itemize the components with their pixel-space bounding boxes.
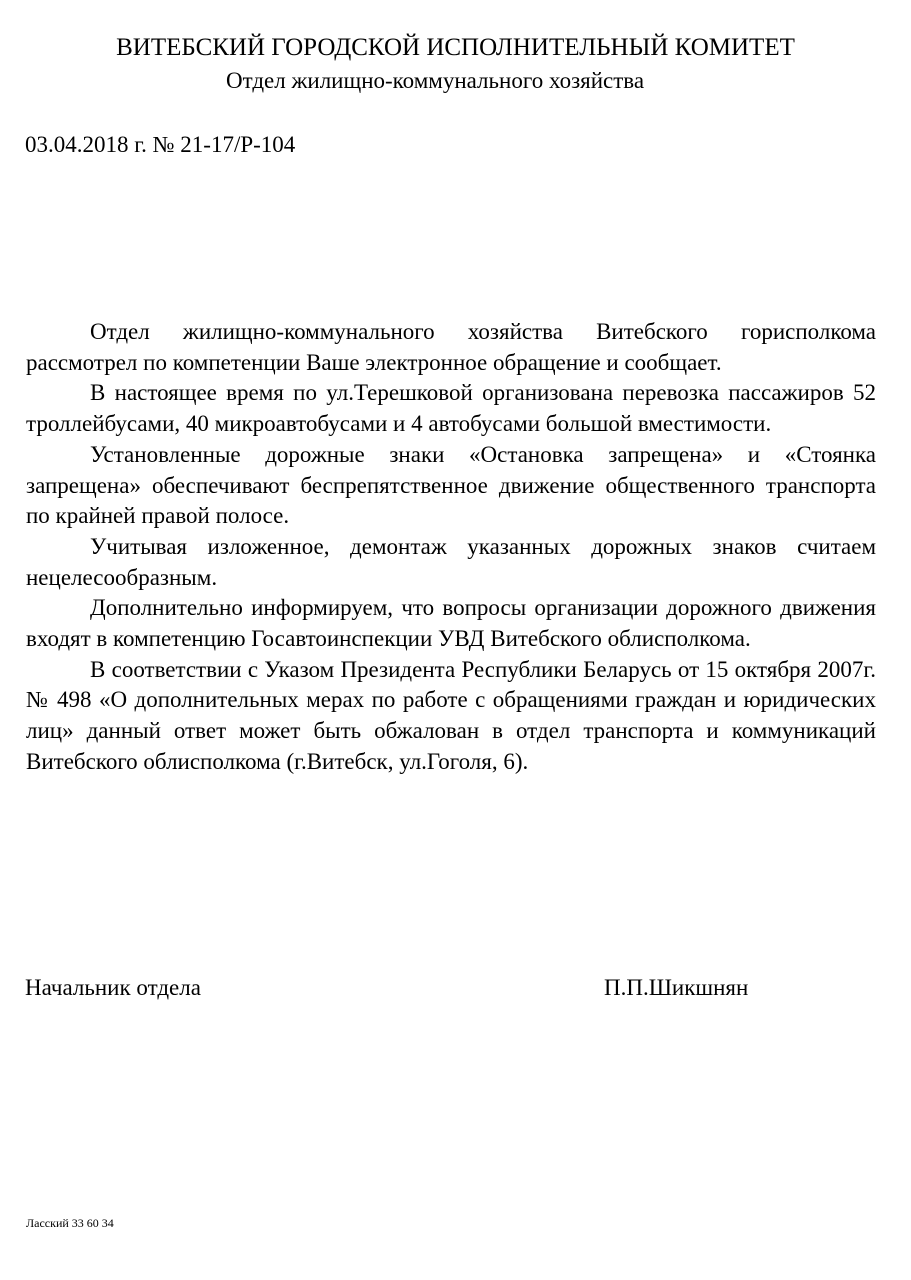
body-paragraph: Дополнительно информируем, что вопросы организации дорожного движения входят в компетенцию Госавтоинспекции УВД Витебского облисполкома. bbox=[26, 595, 876, 652]
body-paragraph: Учитывая изложенное, демонтаж указанных дорожных знаков считаем нецелесообразным. bbox=[26, 533, 876, 590]
organization-name: ВИТЕБСКИЙ ГОРОДСКОЙ ИСПОЛНИТЕЛЬНЫЙ КОМИТЕТ bbox=[116, 34, 795, 61]
signatory-title: Начальник отдела bbox=[25, 975, 201, 1000]
body-paragraph: В настоящее время по ул.Терешковой организована перевозка пассажиров 52 троллейбусами, 40 микроавтобусами и 4 автобусами большой вместимости. bbox=[26, 380, 876, 437]
department-name: Отдел жилищно-коммунального хозяйства bbox=[226, 68, 645, 93]
signatory-name: П.П.Шикшнян bbox=[604, 975, 749, 1000]
body-paragraph: Отдел жилищно-коммунального хозяйства Витебского горисполкома рассмотрел по компетенции Ваше электронное обращение и сообщает. bbox=[26, 319, 876, 375]
executor-note: Ласский 33 60 34 bbox=[26, 1216, 114, 1230]
body-paragraph: В соответствии с Указом Президента Республики Беларусь от 15 октября 2007г. № 498 «О дополнительных мерах по работе с обращениями граждан и юридических лиц» данный ответ может быть обжалован в отдел транспорта и коммуникаций Витебского облисполкома (г.Витебск, ул.Гоголя, 6). bbox=[26, 656, 876, 774]
body-paragraph: Установленные дорожные знаки «Остановка запрещена» и «Стоянка запрещена» обеспечивают беспрепятственное движение общественного транспорта по крайней правой полосе. bbox=[26, 441, 876, 529]
reference-date-number: 03.04.2018 г. № 21-17/Р-104 bbox=[25, 132, 296, 157]
letter-body bbox=[26, 317, 876, 778]
